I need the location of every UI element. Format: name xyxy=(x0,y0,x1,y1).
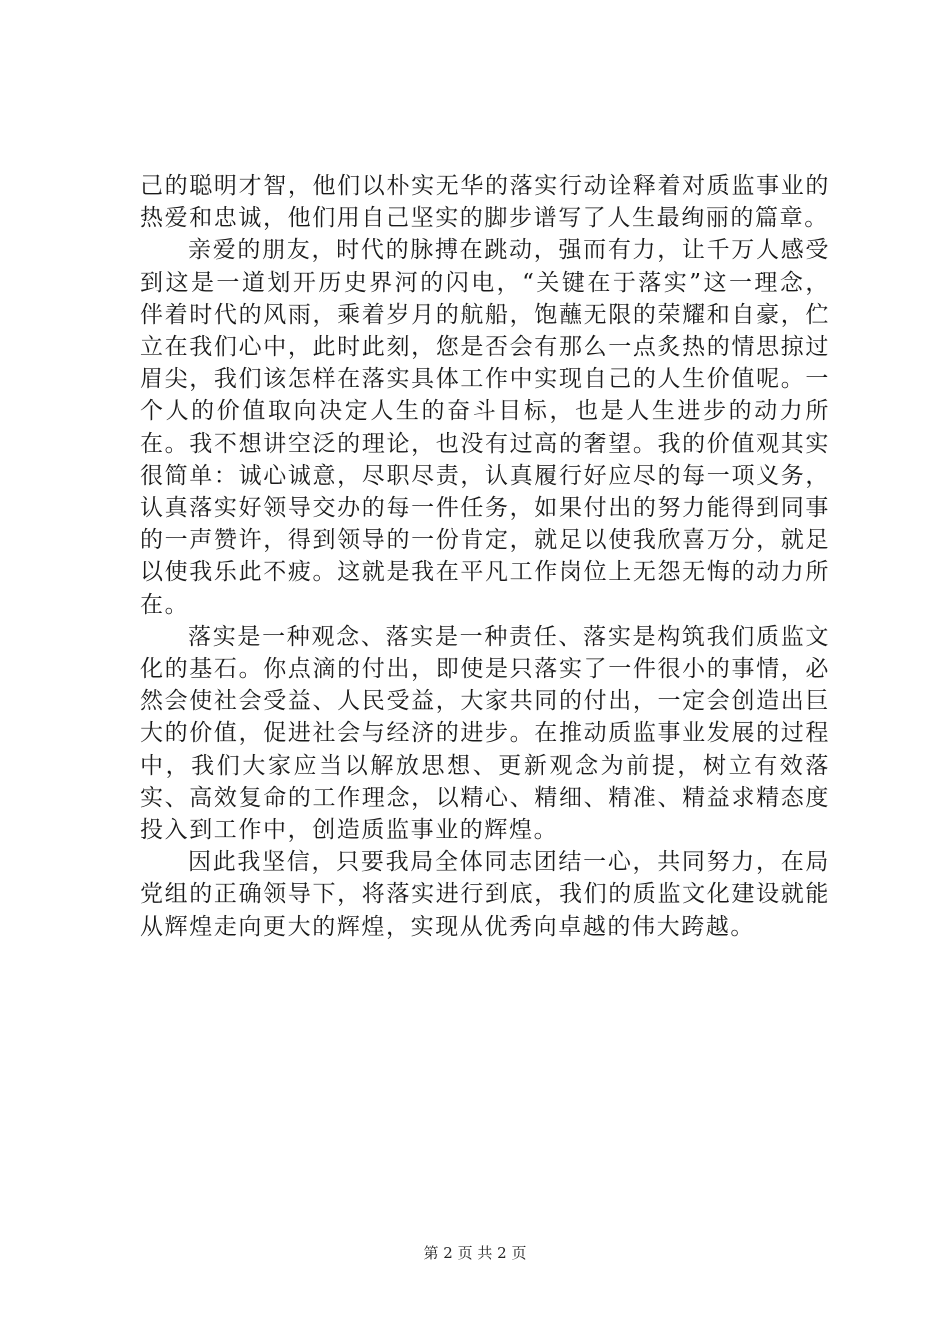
paragraph-continuation: 己的聪明才智，他们以朴实无华的落实行动诠释着对质监事业的热爱和忠诚，他们用自己坚实的脚步谱写了人生最绚丽的篇章。 xyxy=(140,173,830,232)
body-text xyxy=(140,170,830,943)
paragraph-value: 亲爱的朋友，时代的脉搏在跳动，强而有力，让千万人感受到这是一道划开历史界河的闪电，“关键在于落实”这一理念，伴着时代的风雨，乘着岁月的航船，饱蘸无限的荣耀和自豪，伫立在我们心中，此时此刻，您是否会有那么一点炙热的情思掠过眉尖，我们该怎样在落实具体工作中实现自己的人生价值呢。一个人的价值取向决定人生的奋斗目标，也是人生进步的动力所在。我不想讲空泛的理论，也没有过高的奢望。我的价值观其实很简单：诚心诚意，尽职尽责，认真履行好应尽的每一项义务，认真落实好领导交办的每一件任务，如果付出的努力能得到同事的一声赞许，得到领导的一份肯定，就足以使我欣喜万分，就足以使我乐此不疲。这就是我在平凡工作岗位上无怨无悔的动力所在。 xyxy=(140,237,830,618)
paragraph-implementation: 落实是一种观念、落实是一种责任、落实是构筑我们质监文化的基石。你点滴的付出，即使是只落实了一件很小的事情，必然会使社会受益、人民受益，大家共同的付出，一定会创造出巨大的价值，促进社会与经济的进步。在推动质监事业发展的过程中，我们大家应当以解放思想、更新观念为前提，树立有效落实、高效复命的工作理念，以精心、精细、精准、精益求精态度投入到工作中，创造质监事业的辉煌。 xyxy=(140,623,830,844)
paragraph-conclusion: 因此我坚信，只要我局全体同志团结一心，共同努力，在局党组的正确领导下，将落实进行到底，我们的质监文化建设就能从辉煌走向更大的辉煌，实现从优秀向卓越的伟大跨越。 xyxy=(140,849,830,940)
page-number-footer: 第 2 页 共 2 页 xyxy=(423,1244,527,1262)
